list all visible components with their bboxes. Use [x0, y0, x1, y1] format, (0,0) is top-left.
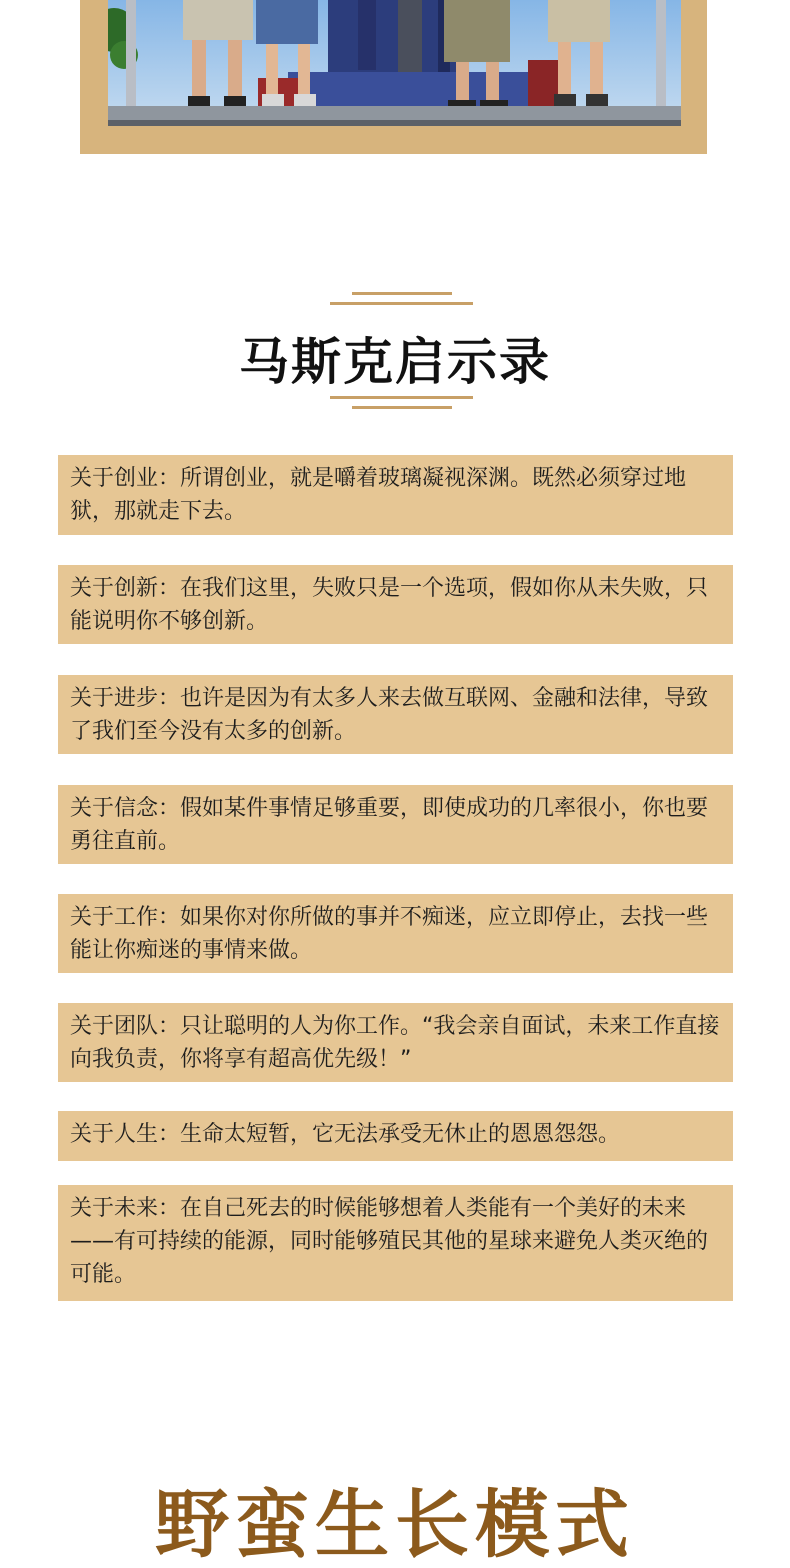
photo-frame [80, 0, 707, 154]
group-photo [108, 0, 681, 126]
quote-entrepreneurship: 关于创业：所谓创业，就是嚼着玻璃凝视深渊。既然必须穿过地狱，那就走下去。 [58, 455, 733, 535]
quote-innovation: 关于创新：在我们这里，失败只是一个选项，假如你从未失败，只能说明你不够创新。 [58, 565, 733, 644]
bottom-rule-long [330, 396, 473, 399]
quote-life: 关于人生：生命太短暂，它无法承受无休止的恩恩怨怨。 [58, 1111, 733, 1161]
top-rule-long [330, 302, 473, 305]
bottom-rule-short [352, 406, 452, 409]
quote-belief: 关于信念：假如某件事情足够重要，即使成功的几率很小，你也要勇往直前。 [58, 785, 733, 864]
quote-future: 关于未来：在自己死去的时候能够想着人类能有一个美好的未来——有可持续的能源，同时能够殖民其他的星球来避免人类灭绝的可能。 [58, 1185, 733, 1301]
section-header [0, 290, 790, 415]
quote-work: 关于工作：如果你对你所做的事并不痴迷，应立即停止，去找一些能让你痴迷的事情来做。 [58, 894, 733, 973]
next-section-title: 野蛮生长模式 [155, 1482, 635, 1568]
top-rule-short [352, 292, 452, 295]
quote-progress: 关于进步：也许是因为有太多人来去做互联网、金融和法律，导致了我们至今没有太多的创新。 [58, 675, 733, 754]
quote-team: 关于团队：只让聪明的人为你工作。“我会亲自面试，未来工作直接向我负责，你将享有超高优先级！” [58, 1003, 733, 1082]
section-title: 马斯克启示录 [239, 333, 551, 391]
photo-illustration [108, 0, 681, 126]
